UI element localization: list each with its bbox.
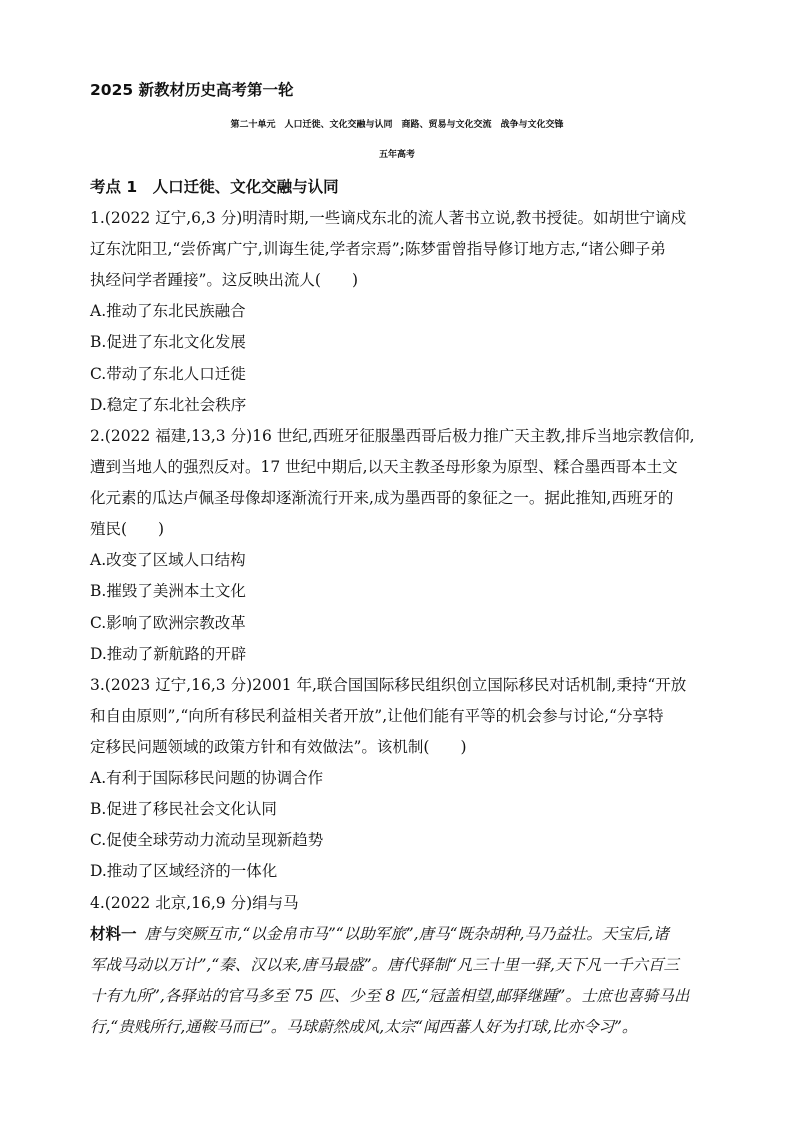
question-1-option-c: C.带动了东北人口迁徙 — [90, 365, 246, 383]
material-text-1: 唐与突厥互市,“以金帛市马”“以助军旅”,唐马“既杂胡种,马乃益壮。天宝后,诸 — [144, 925, 669, 943]
topic-heading: 考点 1 人口迁徙、文化交融与认同 — [90, 178, 339, 196]
series-title: 2025 新教材历史高考第一轮 — [90, 81, 294, 99]
unit-title: 第二十单元 人口迁徙、文化交融与认同 商路、贸易与文化交流 战争与文化交锋 — [230, 120, 564, 130]
material-line-2: 军战马动以万计”,“秦、汉以来,唐马最盛”。唐代驿制“凡三十里一驿,天下凡一千六百三 — [90, 956, 679, 974]
question-1-line-3: 执经问学者踵接”。这反映出流人( ) — [90, 271, 359, 289]
question-1-option-d: D.稳定了东北社会秩序 — [90, 396, 247, 414]
question-2-option-c: C.影响了欧洲宗教改革 — [90, 614, 246, 632]
material-label: 材料一 — [90, 925, 137, 943]
question-2-option-d: D.推动了新航路的开辟 — [90, 645, 247, 663]
question-2-line-4: 殖民( ) — [90, 520, 165, 538]
question-1-option-a: A.推动了东北民族融合 — [90, 302, 246, 320]
question-3-option-d: D.推动了区域经济的一体化 — [90, 862, 278, 880]
material-line-3: 十有九所”,各驿站的官马多至 75 匹、少至 8 匹,“冠盖相望,邮驿继踵”。士庶也喜骑马出 — [90, 987, 690, 1005]
question-2-option-a: A.改变了区域人口结构 — [90, 551, 246, 569]
question-1-line-2: 辽东沈阳卫,“尝侨寓广宁,训诲生徒,学者宗焉”;陈梦雷曾指导修订地方志,“诸公卿子弟 — [90, 240, 666, 258]
question-3-option-a: A.有利于国际移民问题的协调合作 — [90, 769, 324, 787]
material-line-4: 行,“贵贱所行,通鞍马而已”。马球蔚然成风,太宗“闻西蕃人好为打球,比亦令习”。 — [90, 1018, 638, 1036]
question-3-option-b: B.促进了移民社会文化认同 — [90, 800, 277, 818]
question-2-line-2: 遭到当地人的强烈反对。17 世纪中期后,以天主教圣母形象为原型、糅合墨西哥本土文 — [90, 458, 678, 476]
question-3-line-1: 3.(2023 辽宁,16,3 分)2001 年,联合国国际移民组织创立国际移民对话机制,秉持“开放 — [90, 676, 687, 694]
question-4-line-1: 4.(2022 北京,16,9 分)绢与马 — [90, 894, 299, 912]
question-2-line-3: 化元素的瓜达卢佩圣母像却逐渐流行开来,成为墨西哥的象征之一。据此推知,西班牙的 — [90, 489, 674, 507]
question-1-option-b: B.促进了东北文化发展 — [90, 333, 246, 351]
question-3-option-c: C.促使全球劳动力流动呈现新趋势 — [90, 831, 324, 849]
question-2-option-b: B.摧毁了美洲本土文化 — [90, 582, 246, 600]
material-line-1 — [90, 924, 669, 944]
question-2-line-1: 2.(2022 福建,13,3 分)16 世纪,西班牙征服墨西哥后极力推广天主教,排斥当地宗教信仰, — [90, 427, 695, 445]
question-3-line-3: 定移民问题领域的政策方针和有效做法”。该机制( ) — [90, 738, 467, 756]
question-3-line-2: 和自由原则”,“向所有移民利益相关者开放”,让他们能有平等的机会参与讨论,“分享特 — [90, 707, 664, 725]
question-1-line-1: 1.(2022 辽宁,6,3 分)明清时期,一些谪戍东北的流人著书立说,教书授徒。如胡世宁谪戍 — [90, 209, 687, 227]
section-title: 五年高考 — [378, 150, 415, 160]
